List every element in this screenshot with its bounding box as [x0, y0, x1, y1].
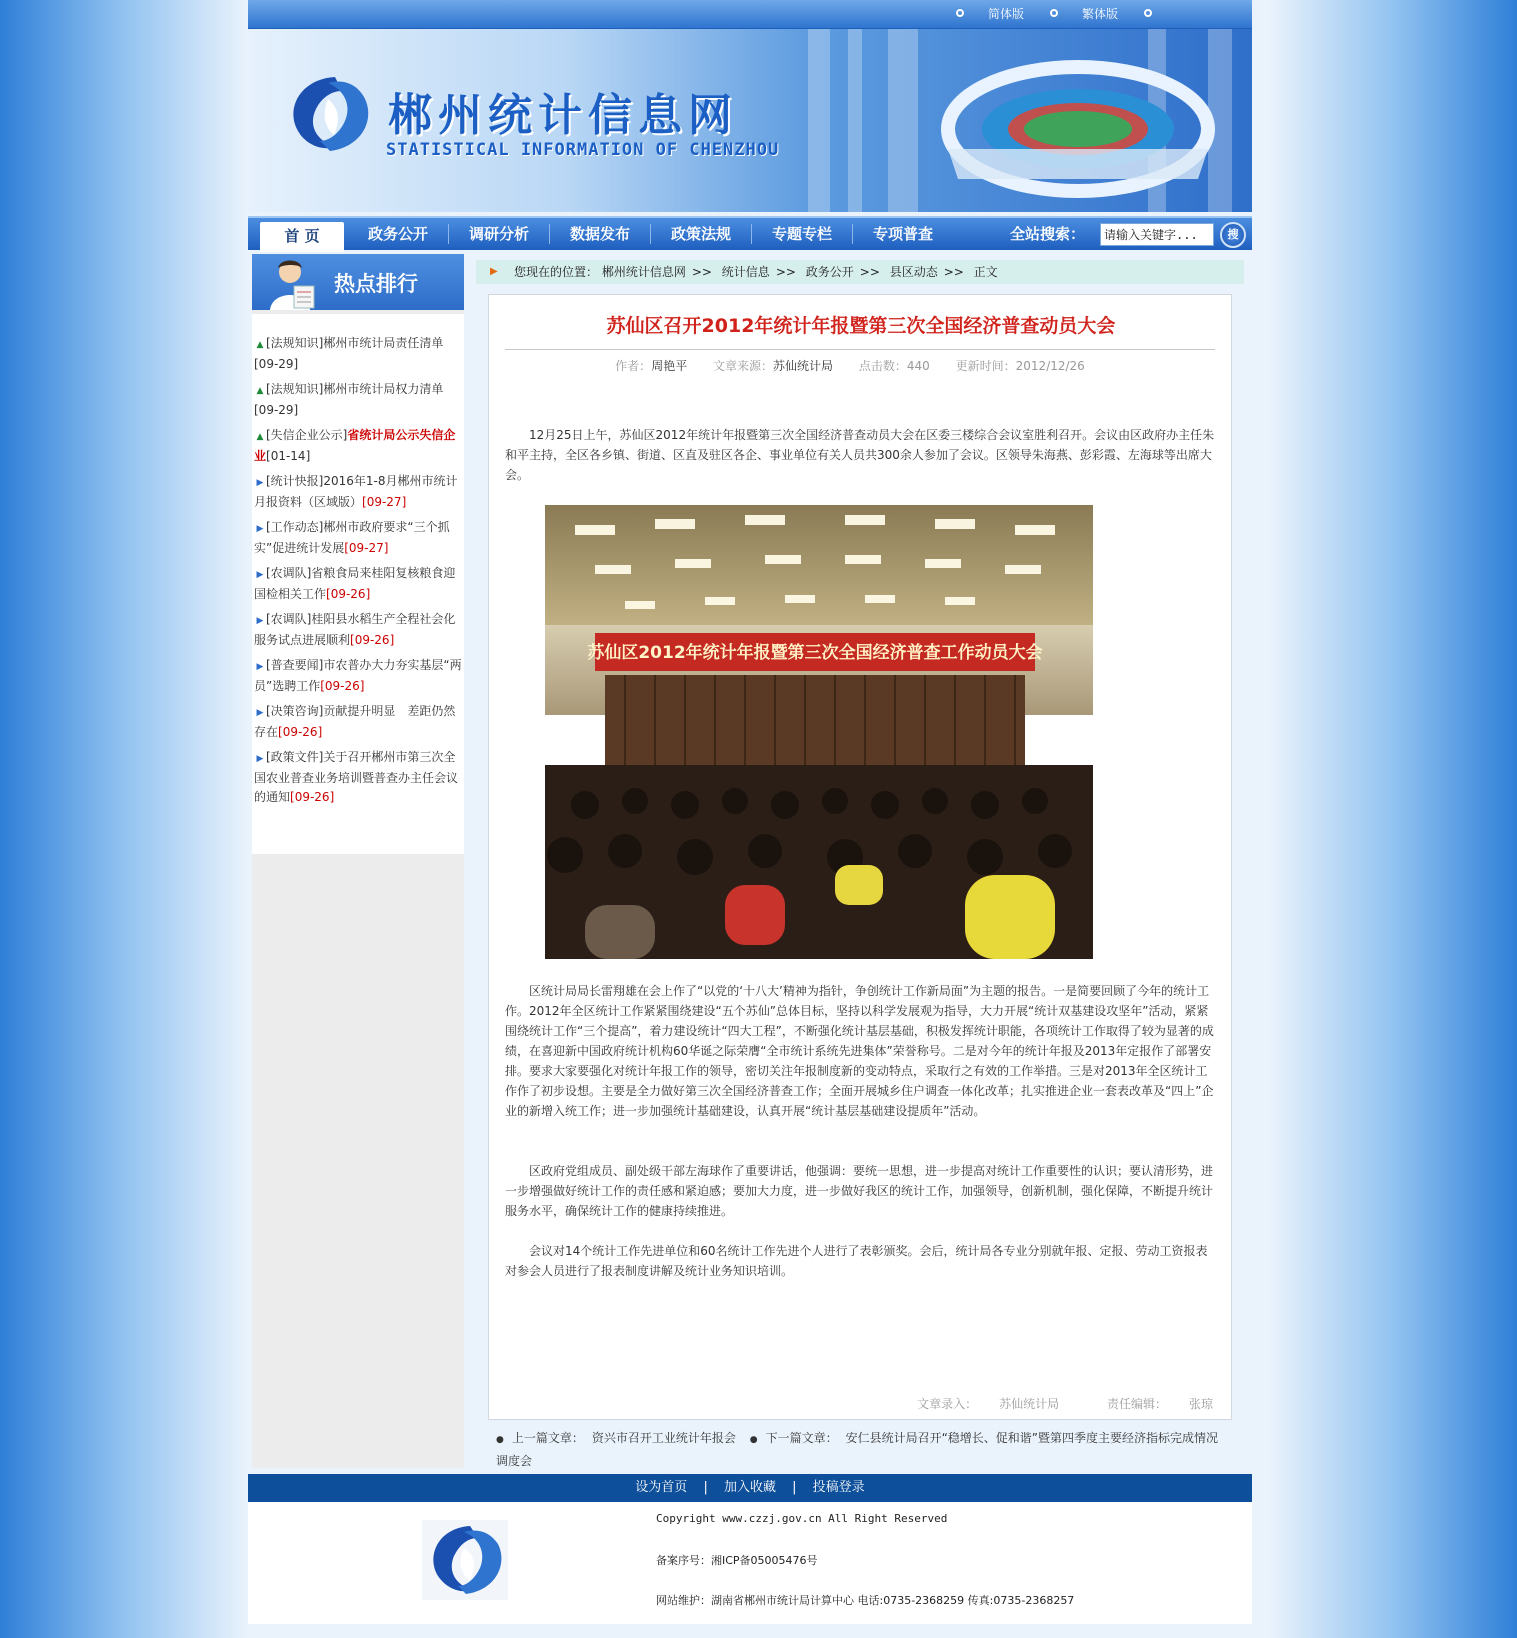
right-arrow-icon: ▶	[256, 478, 264, 488]
breadcrumb-label: 您现在的位置：	[514, 265, 599, 279]
article-author: 周艳平	[651, 359, 688, 373]
nav-item-zhuanti[interactable]: 专题专栏	[771, 225, 832, 243]
page-wrapper	[248, 0, 1252, 1638]
site-title-en: STATISTICAL INFORMATION OF CHENZHOU	[386, 140, 780, 160]
lang-traditional-link[interactable]: 繁体版	[1082, 7, 1119, 21]
search-label: 全站搜索：	[1010, 225, 1086, 243]
site-logo-icon	[280, 69, 380, 159]
meeting-photo	[545, 505, 1093, 959]
bullet-icon	[956, 9, 964, 17]
divider	[505, 349, 1215, 350]
footer-links: 设为首页 | 加入收藏 | 投稿登录	[248, 1474, 1252, 1502]
up-arrow-icon: ▲	[256, 386, 264, 396]
prev-article-link[interactable]: 资兴市召开工业统计年报会	[591, 1431, 736, 1445]
right-arrow-icon: ▶	[256, 616, 264, 626]
hot-ranking-header	[252, 254, 464, 310]
site-title: 郴州统计信息网	[388, 90, 738, 141]
list-item[interactable]: ▶ [工作动态]郴州市政府要求“三个抓实”促进统计发展[09-27]	[254, 520, 450, 555]
bullet-icon	[1050, 9, 1058, 17]
list-item[interactable]: ▲ [法规知识]郴州市统计局责任清单 [09-29]	[254, 336, 444, 371]
list-item[interactable]: ▶ [决策咨询]贡献提升明显 差距仍然存在[09-26]	[254, 704, 456, 739]
article-title: 苏仙区召开2012年统计年报暨第三次全国经济普查动员大会	[606, 315, 1116, 337]
list-item[interactable]: ▶ [农调队]省粮食局来桂阳复核粮食迎国检相关工作[09-26]	[254, 566, 456, 601]
maintainer-text: 网站维护：湖南省郴州市统计局计算中心 电话:0735-2368259 传真:0735-2368257	[656, 1594, 1075, 1607]
search-button[interactable]: 搜	[1220, 222, 1246, 248]
nav-item-zhengwu[interactable]: 政务公开	[367, 225, 428, 243]
hot-list	[252, 314, 464, 854]
list-item[interactable]: ▶ [农调队]桂阳县水稻生产全程社会化服务试点进展顺利[09-26]	[254, 612, 456, 647]
article-paragraph: 区统计局局长雷翔雄在会上作了“以党的‘十八大’精神为指针，争创统计工作新局面”为主题的报告。一是简要回顾了今年的统计工作。2012年全区统计工作紧紧围绕建设“五个苏仙”总体目标，坚持以科学发展观为指导，大力开展“统计双基建设攻坚年”活动，紧紧围绕统计工作“三个提高”，着力建设统计“四大工程”，不断强化统计基层基础，积极发挥统计职能，各项统计工作取得了较为显著的成绩，在喜迎新中国政府统计机构60华诞之际荣膺“全市统计系统先进集体”荣誉称号。二是对今年的统计年报及2013年定报作了部署安排。要求大家要强化对统计年报工作的领导，密切关注年报制度新的变动特点，采取行之有效的工作举措。三是对2013年全区统计工作作了初步设想。主要是全力做好第三次全国经济普查工作；全面开展城乡住户调查一体化改革；扎实推进企业一套表改革及“四上”企业的新增入统工作；进一步加强统计基础建设，认真开展“统计基层基础建设提质年”活动。	[505, 984, 1214, 1118]
stadium-graphic	[908, 49, 1238, 209]
icp-text: 备案序号：湘ICP备05005476号	[656, 1554, 818, 1567]
nav-item-zhengce[interactable]: 政策法规	[670, 225, 731, 243]
list-item[interactable]: ▶ [统计快报]2016年1-8月郴州市统计月报资料（区域版）[09-27]	[254, 474, 458, 509]
article-paragraph: 会议对14个统计工作先进单位和60名统计工作先进个人进行了表彰颁奖。会后，统计局各专业分别就年报、定报、劳动工资报表对参会人员进行了报表制度讲解及统计业务知识培训。	[505, 1244, 1208, 1278]
right-arrow-icon: ▶	[256, 662, 264, 672]
nav-home[interactable]: 首 页	[260, 222, 344, 252]
breadcrumb-link[interactable]: 政务公开	[805, 265, 854, 279]
article-box	[488, 294, 1232, 1420]
breadcrumb-arrow-icon: ▶	[490, 266, 498, 277]
article-paragraph: 12月25日上午，苏仙区2012年统计年报暨第三次全国经济普查动员大会在区委三楼综合会议室胜利召开。会议由区政府办主任朱和平主持，全区各乡镇、街道、区直及驻区各企、事业单位有关人员共300余人参加了会议。区领导朱海燕、彭彩霞、左海球等出席大会。	[505, 428, 1215, 482]
up-arrow-icon: ▲	[256, 340, 264, 350]
article-editor: 张琼	[1188, 1397, 1213, 1411]
sidebar	[252, 254, 464, 1468]
list-item[interactable]: ▶ [普查要闻]市农普办大力夯实基层“两员”选聘工作[09-26]	[254, 658, 462, 693]
nav-item-diaoyan[interactable]: 调研分析	[468, 225, 529, 243]
breadcrumb-link[interactable]: 统计信息	[721, 265, 770, 279]
main-nav	[248, 216, 1252, 250]
list-item[interactable]: ▲ [失信企业公示]省统计局公示失信企业[01-14]	[254, 428, 456, 463]
article-source: 苏仙统计局	[773, 359, 834, 373]
person-icon	[264, 256, 320, 310]
bullet-icon: ●	[496, 1435, 504, 1445]
list-item[interactable]: ▶ [政策文件]关于召开郴州市第三次全国农业普查业务培训暨普查办主任会议的通知[09-26]	[254, 750, 459, 804]
article-meta: 作者：周艳平 文章来源：苏仙统计局 点击数：440 更新时间：2012/12/26	[615, 359, 1085, 373]
hot-ranking-title: 热点排行	[334, 272, 418, 296]
breadcrumb-current: 正文	[973, 265, 998, 279]
breadcrumb-link[interactable]: 县区动态	[889, 265, 938, 279]
copyright-text: Copyright www.czzj.gov.cn All Right Reserved	[656, 1512, 948, 1525]
right-arrow-icon: ▶	[256, 754, 264, 764]
prev-next-nav: ● 上一篇文章： 资兴市召开工业统计年报会 ● 下一篇文章： 安仁县统计局召开“稳增长、促和谐”暨第四季度主要经济指标完成情况调度会	[496, 1431, 1219, 1468]
list-item[interactable]: ▲ [法规知识]郴州市统计局权力清单 [09-29]	[254, 382, 444, 417]
nav-item-pucha[interactable]: 专项普查	[872, 225, 933, 243]
right-arrow-icon: ▶	[256, 708, 264, 718]
footer-logo-icon	[422, 1520, 508, 1600]
article-paragraph: 区政府党组成员、副处级干部左海球作了重要讲话，他强调：要统一思想，进一步提高对统计工作重要性的认识；要认清形势，进一步增强做好统计工作的责任感和紧迫感；要加大力度，进一步做好我区的统计工作，加强领导，创新机制，强化保障，不断提升统计服务水平，确保统计工作的健康持续推进。	[505, 1164, 1214, 1218]
lang-simplified-link[interactable]: 简体版	[988, 7, 1025, 21]
meeting-banner-text: 苏仙区2012年统计年报暨第三次全国经济普查工作动员大会	[587, 643, 1043, 663]
article-clicks: 440	[906, 359, 930, 373]
right-arrow-icon: ▶	[256, 524, 264, 534]
submit-login-link[interactable]: 投稿登录	[812, 1480, 865, 1495]
footer	[248, 1502, 1252, 1624]
search-input[interactable]	[1100, 223, 1214, 246]
top-bar	[248, 0, 1252, 29]
nav-item-shuju[interactable]: 数据发布	[569, 225, 630, 243]
article-updated: 2012/12/26	[1015, 359, 1085, 373]
breadcrumb-home-link[interactable]: 郴州统计信息网	[601, 265, 686, 279]
bullet-icon: ●	[749, 1435, 758, 1445]
breadcrumb: ▶ 您现在的位置： 郴州统计信息网 >> 统计信息 >> 政务公开 >> 县区动态 >> 正文	[476, 260, 1244, 284]
site-banner	[248, 29, 1252, 212]
up-arrow-icon: ▲	[256, 432, 264, 442]
set-homepage-link[interactable]: 设为首页	[635, 1480, 688, 1495]
article-entry: 苏仙统计局	[999, 1397, 1060, 1411]
add-favorite-link[interactable]: 加入收藏	[723, 1480, 776, 1495]
bullet-icon	[1144, 9, 1152, 17]
right-arrow-icon: ▶	[256, 570, 264, 580]
next-article-link[interactable]: 安仁县统计局召开“稳增长、促和谐”暨第四季度主要经济指标完成情况调度会	[496, 1431, 1219, 1468]
article-footer: 文章录入： 苏仙统计局 责任编辑： 张琼	[917, 1397, 1213, 1411]
